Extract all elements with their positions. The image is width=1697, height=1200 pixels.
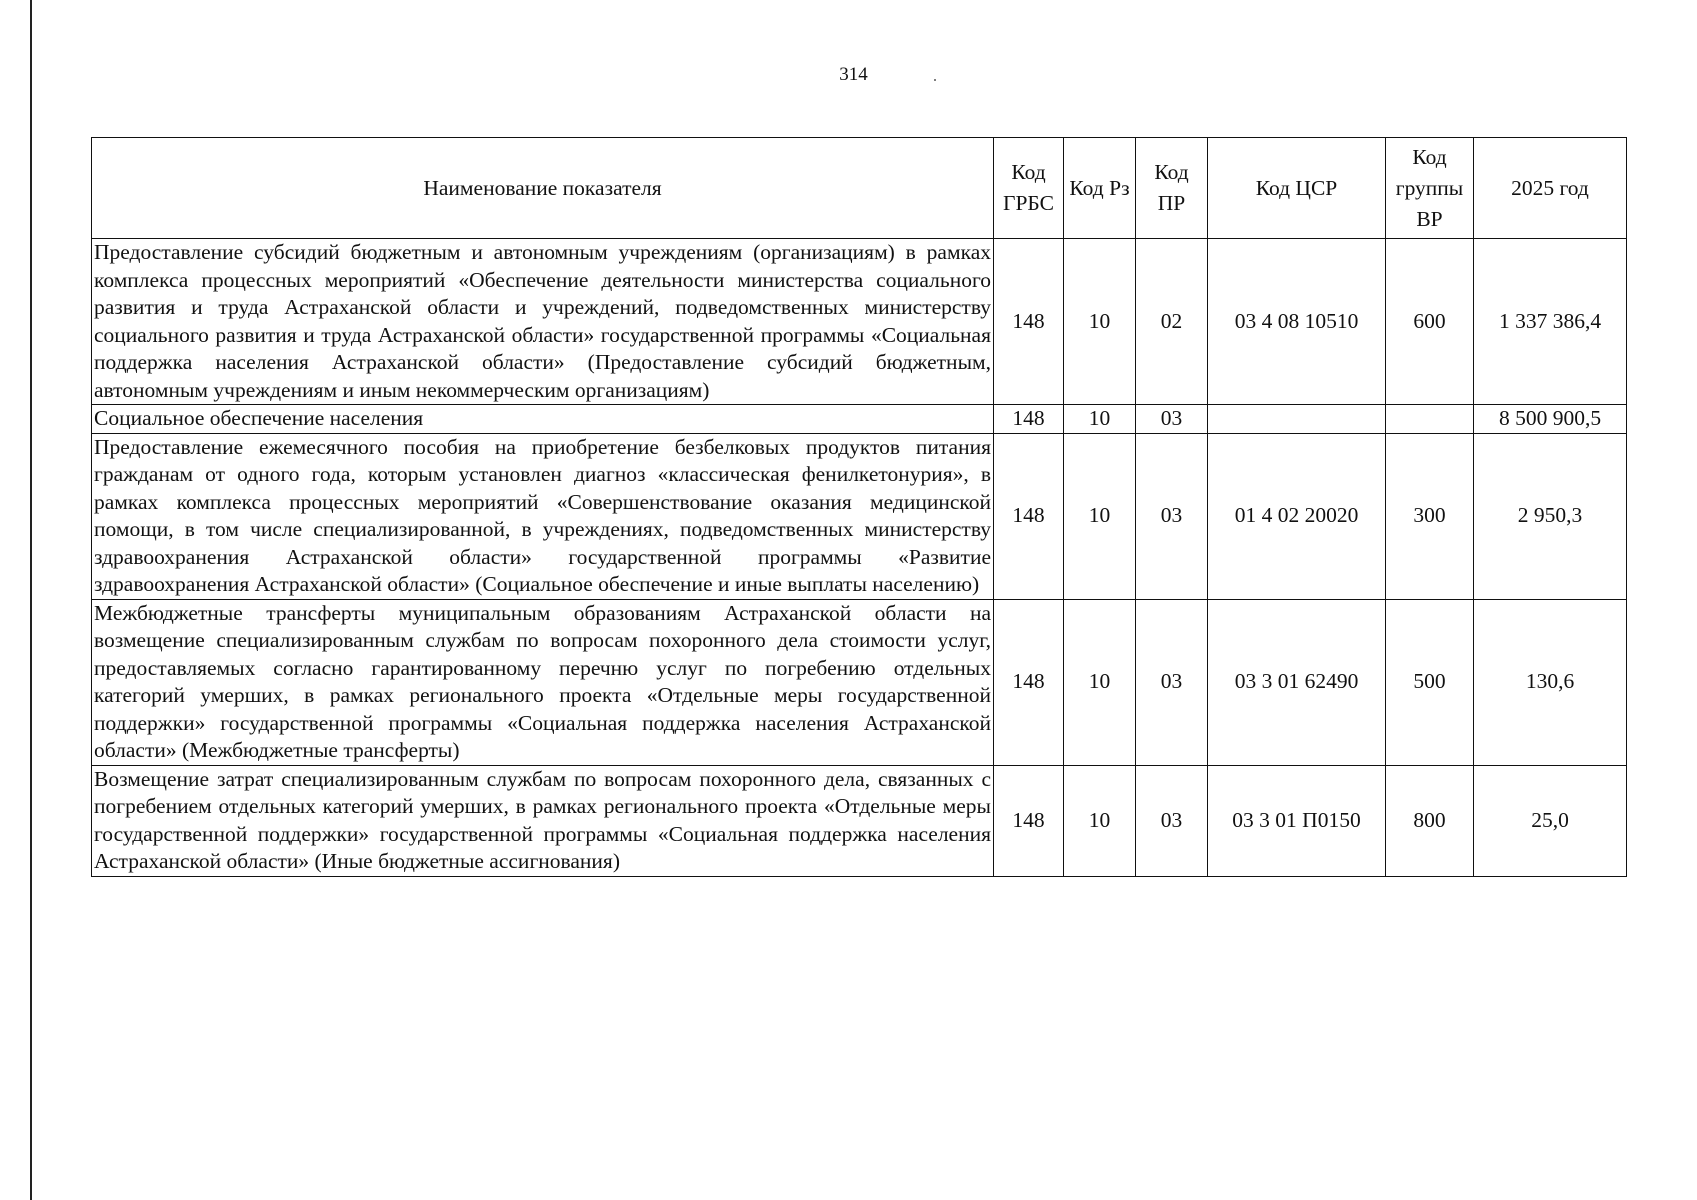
header-name: Наименование показателя — [92, 138, 994, 239]
row-grbs: 148 — [994, 599, 1064, 765]
row-name: Социальное обеспечение населения — [92, 405, 994, 434]
row-amount: 2 950,3 — [1474, 433, 1627, 599]
row-rz: 10 — [1064, 239, 1136, 405]
row-csr: 01 4 02 20020 — [1208, 433, 1386, 599]
header-pr: Код ПР — [1136, 138, 1208, 239]
table-row — [92, 405, 1627, 434]
row-vr: 800 — [1386, 765, 1474, 876]
page-number: 314 — [839, 64, 868, 85]
header-rz: Код Рз — [1064, 138, 1136, 239]
scan-speck — [934, 79, 936, 81]
table-row — [92, 599, 1627, 765]
row-vr: 600 — [1386, 239, 1474, 405]
row-vr: 500 — [1386, 599, 1474, 765]
table-row — [92, 433, 1627, 599]
row-grbs: 148 — [994, 239, 1064, 405]
row-amount: 130,6 — [1474, 599, 1627, 765]
row-pr: 03 — [1136, 599, 1208, 765]
row-rz: 10 — [1064, 765, 1136, 876]
table-header-row — [92, 138, 1627, 239]
row-vr: 300 — [1386, 433, 1474, 599]
row-rz: 10 — [1064, 433, 1136, 599]
header-grbs: Код ГРБС — [994, 138, 1064, 239]
row-name: Предоставление ежемесячного пособия на приобретение безбелковых продуктов питания гражданам от одного года, которым установлен диагноз «классическая фенилкетонурия», в рамках комплекса процессных мероприятий «Совершенствование оказания медицинской помощи, в том числе специализированной, в учреждениях, подведомственных министерству здравоохранения Астраханской области» государственной программы «Развитие здравоохранения Астраханской области» (Социальное обеспечение и иные выплаты населению) — [92, 433, 994, 599]
budget-table — [91, 137, 1627, 877]
row-pr: 03 — [1136, 405, 1208, 434]
row-grbs: 148 — [994, 433, 1064, 599]
row-amount: 8 500 900,5 — [1474, 405, 1627, 434]
row-csr: 03 3 01 П0150 — [1208, 765, 1386, 876]
row-amount: 25,0 — [1474, 765, 1627, 876]
row-rz: 10 — [1064, 599, 1136, 765]
row-csr: 03 4 08 10510 — [1208, 239, 1386, 405]
binding-edge-line — [30, 0, 32, 1200]
header-vr: Код группы ВР — [1386, 138, 1474, 239]
row-csr — [1208, 405, 1386, 434]
row-grbs: 148 — [994, 765, 1064, 876]
row-csr: 03 3 01 62490 — [1208, 599, 1386, 765]
row-name: Предоставление субсидий бюджетным и автономным учреждениям (организациям) в рамках комплекса процессных мероприятий «Обеспечение деятельности министерства социального развития и труда Астраханской области и учреждений, подведомственных министерству социального развития и труда Астраханской области» государственной программы «Социальная поддержка населения Астраханской области» (Предоставление субсидий бюджетным, автономным учреждениям и иным некоммерческим организациям) — [92, 239, 994, 405]
row-name: Возмещение затрат специализированным службам по вопросам похоронного дела, связанных с погребением отдельных категорий умерших, в рамках регионального проекта «Отдельные меры государственной поддержки» государственной программы «Социальная поддержка населения Астраханской области» (Иные бюджетные ассигнования) — [92, 765, 994, 876]
row-rz: 10 — [1064, 405, 1136, 434]
header-year: 2025 год — [1474, 138, 1627, 239]
row-vr — [1386, 405, 1474, 434]
row-pr: 03 — [1136, 765, 1208, 876]
table-row — [92, 765, 1627, 876]
row-pr: 03 — [1136, 433, 1208, 599]
row-pr: 02 — [1136, 239, 1208, 405]
row-name: Межбюджетные трансферты муниципальным образованиям Астраханской области на возмещение специализированным службам по вопросам похоронного дела стоимости услуг, предоставляемых согласно гарантированному перечню услуг по погребению отдельных категорий умерших, в рамках регионального проекта «Отдельные меры государственной поддержки» государственной программы «Социальная поддержка населения Астраханской области» (Межбюджетные трансферты) — [92, 599, 994, 765]
header-csr: Код ЦСР — [1208, 138, 1386, 239]
row-grbs: 148 — [994, 405, 1064, 434]
table-row — [92, 239, 1627, 405]
row-amount: 1 337 386,4 — [1474, 239, 1627, 405]
